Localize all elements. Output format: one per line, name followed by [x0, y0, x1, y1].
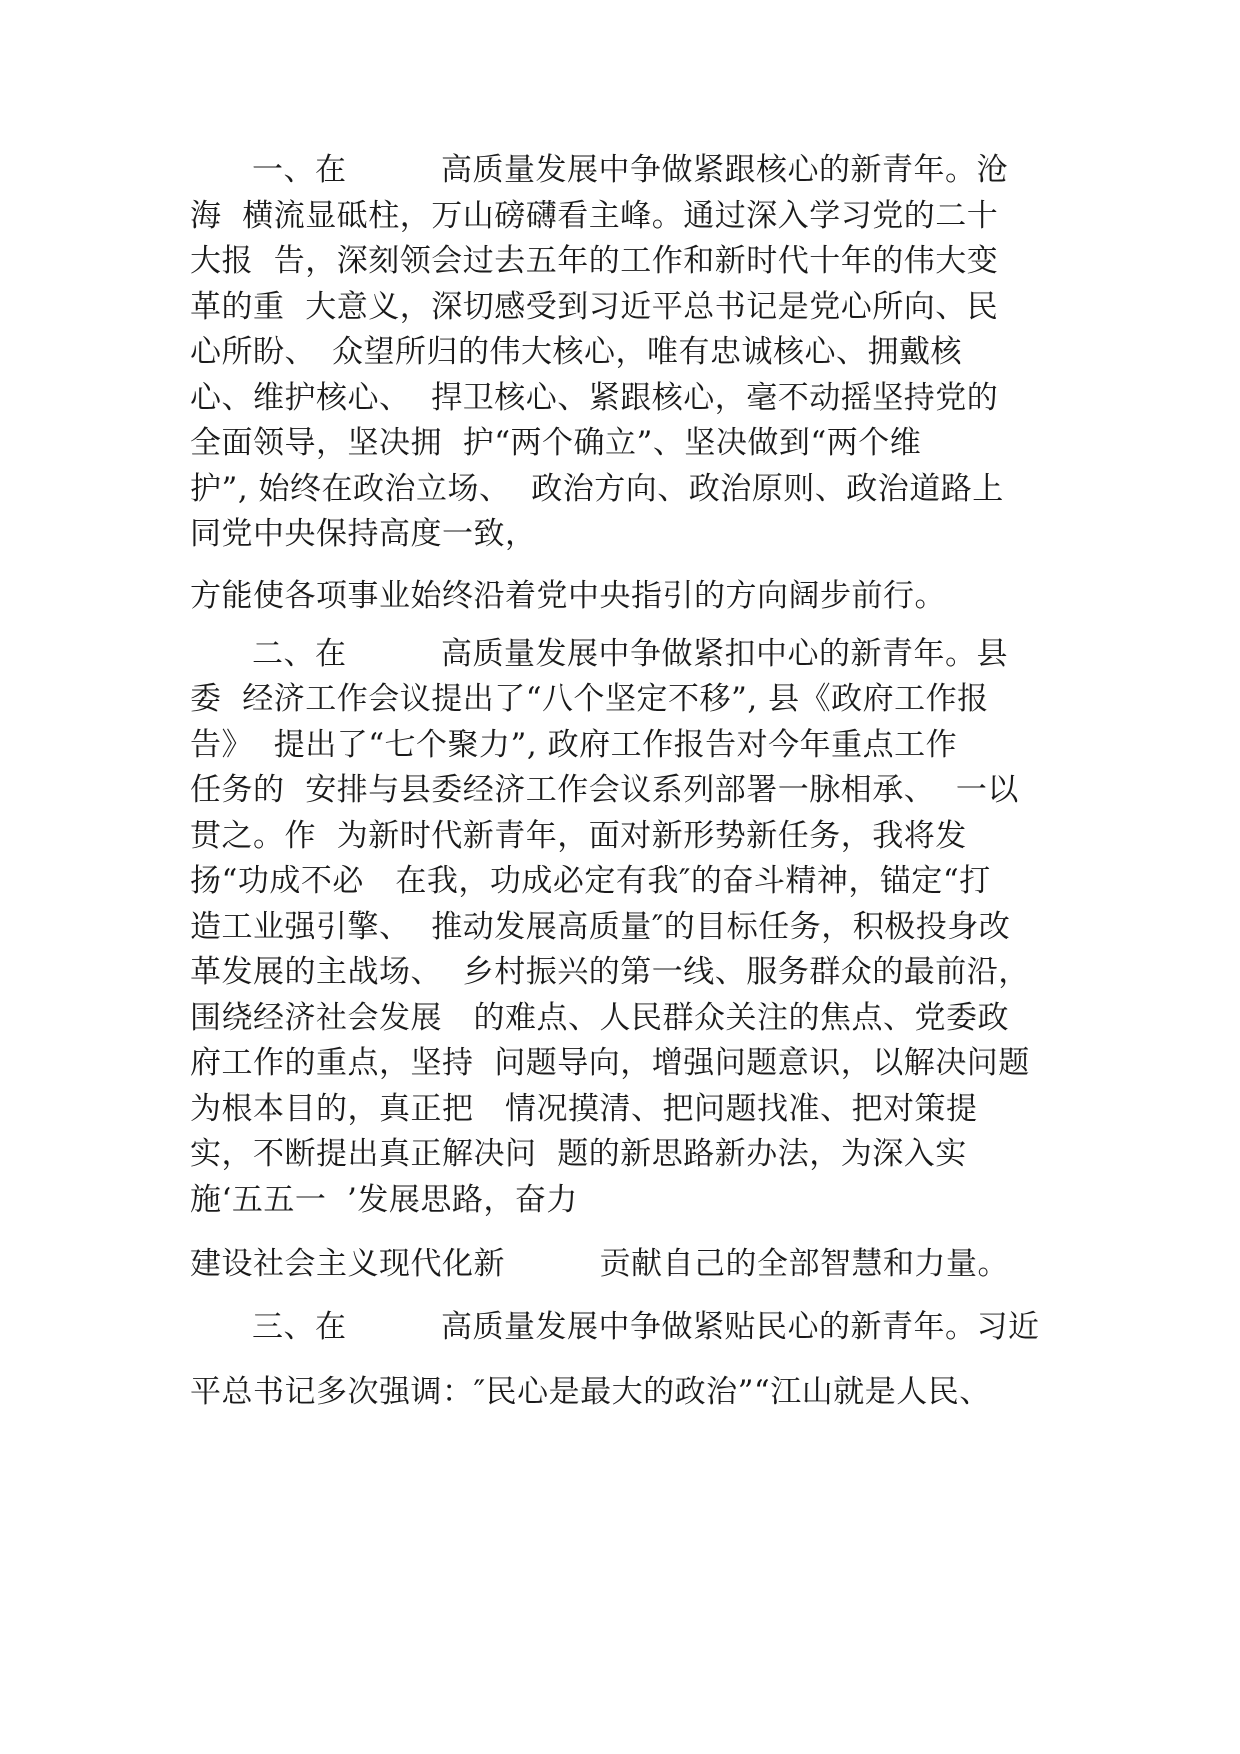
paragraph-1-line-2: 海 横流显砥柱，万山磅礴看主峰。通过深入学习党的二十: [190, 198, 999, 234]
paragraph-2-line-2: 委 经济工作会议提出了“八个坚定不移”, 县《政府工作报: [190, 681, 989, 717]
paragraph-1-line-7: 全面领导，坚决拥 护“两个确立”、坚决做到“两个维: [190, 425, 922, 461]
paragraph-1-line-5: 心所盼、 众望所归的伟大核心，唯有忠诚核心、拥戴核: [190, 334, 962, 370]
paragraph-1-line-8: 护”, 始终在政治立场、 政治方向、政治原则、政治道路上: [190, 471, 1004, 507]
paragraph-2-line-1: 二、在 高质量发展中争做紧扣中心的新青年。县: [252, 636, 1008, 672]
paragraph-2-line-13: 施‘五五一 ’发展思路，奋力: [190, 1182, 578, 1218]
paragraph-2-line-14: 建设社会主义现代化新 贡献自己的全部智慧和力量。: [190, 1246, 1009, 1282]
paragraph-1-line-10: 方能使各项事业始终沿着党中央指引的方向阔步前行。: [190, 578, 946, 614]
paragraph-2-line-10: 府工作的重点，坚持 问题导向，增强问题意识，以解决问题: [190, 1045, 1030, 1081]
paragraph-2-line-8: 革发展的主战场、 乡村振兴的第一线、服务群众的最前沿，: [190, 954, 1030, 990]
paragraph-2-line-4: 任务的 安排与县委经济工作会议系列部署一脉相承、 一以: [190, 772, 1019, 808]
paragraph-1-line-9: 同党中央保持高度一致，: [190, 516, 537, 552]
paragraph-3-line-1: 三、在 高质量发展中争做紧贴民心的新青年。习近: [252, 1309, 1040, 1345]
paragraph-2-line-12: 实，不断提出真正解决问 题的新思路新办法，为深入实: [190, 1136, 967, 1172]
paragraph-2-line-3: 告》 提出了“七个聚力”, 政府工作报告对今年重点工作: [190, 727, 958, 763]
paragraph-2-line-5: 贯之。作 为新时代新青年，面对新形势新任务，我将发: [190, 818, 967, 854]
paragraph-2-line-9: 围绕经济社会发展 的难点、人民群众关注的焦点、党委政: [190, 1000, 1009, 1036]
paragraph-1-line-6: 心、维护核心、 捍卫核心、紧跟核心，毫不动摇坚持党的: [190, 380, 999, 416]
paragraph-1-line-3: 大报 告，深刻领会过去五年的工作和新时代十年的伟大变: [190, 243, 999, 279]
paragraph-2-line-7: 造工业强引擎、 推动发展高质量″的目标任务，积极投身改: [190, 909, 1011, 945]
paragraph-1-line-4: 革的重 大意义，深切感受到习近平总书记是党心所向、民: [190, 289, 999, 325]
paragraph-2-line-6: 扬“功成不必 在我，功成必定有我″的奋斗精神，锚定“打: [190, 863, 991, 899]
paragraph-1-line-1: 一、在 高质量发展中争做紧跟核心的新青年。沧: [252, 152, 1008, 188]
paragraph-3-line-2: 平总书记多次强调：″民心是最大的政治”“江山就是人民、: [190, 1374, 991, 1410]
paragraph-2-line-11: 为根本目的，真正把 情况摸清、把问题找准、把对策提: [190, 1091, 978, 1127]
